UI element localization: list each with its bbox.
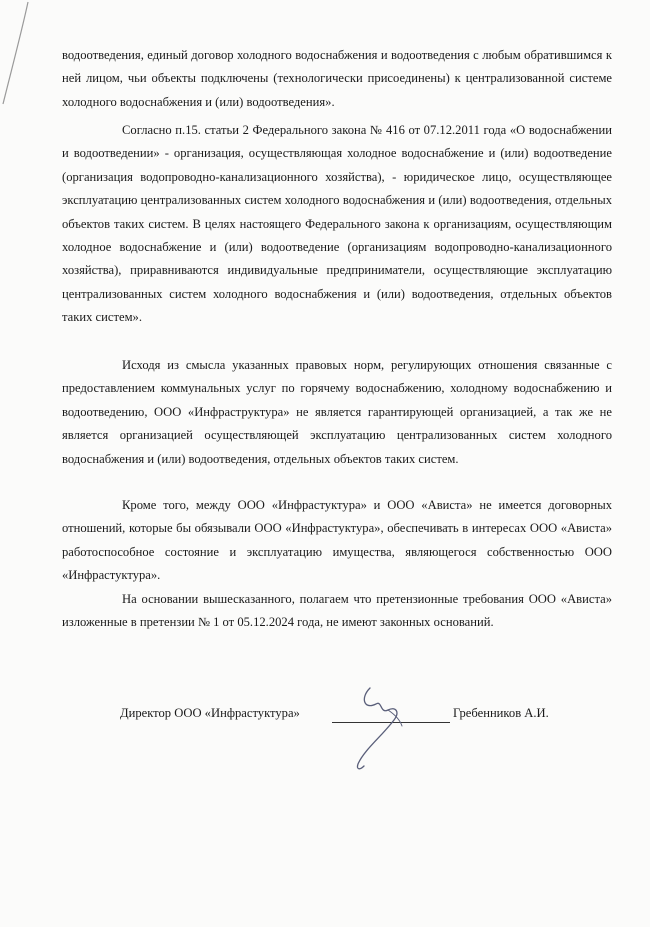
paragraph-1 xyxy=(62,44,612,114)
handwritten-signature xyxy=(330,680,430,775)
signatory-name: Гребенников А.И. xyxy=(453,706,549,720)
paragraph-3 xyxy=(62,354,612,471)
scan-edge-mark xyxy=(0,0,40,110)
paragraph-text: Исходя из смысла указанных правовых норм, регулирующих отношения связанные с предоставлением коммунальных услуг по горячему водоснабжению, холодному водоснабжению и водоотведению, ООО «Инфраструктура» не является гарантирующей организацией, а так же не является организацией осуществляющей эксплуатацию централизованных систем холодного водоснабжения и (или) водоотведения, отдельных объектов таких систем. xyxy=(62,358,612,466)
signature-block xyxy=(120,700,600,780)
signatory-position: Директор ООО «Инфрастуктура» xyxy=(120,706,300,720)
paragraph-text: Согласно п.15. статьи 2 Федерального закона № 416 от 07.12.2011 года «О водоснабжении и водоотведении» - организация, осуществляющая холодное водоснабжение и (или) водоотведение (организация водопроводно-канализационного хозяйства), - юридическое лицо, осуществляющее эксплуатацию централизованных систем холодного водоснабжения и (или) водоотведения, отдельных объектов таких систем. В целях настоящего Федерального закона к организациям, осуществляющим холодное водоснабжение и (или) водоотведение (организациям водопроводно-канализационного хозяйства), приравниваются индивидуальные предприниматели, осуществляющие эксплуатацию централизованных систем холодного водоснабжения и (или) водоотведения, отдельных объектов таких систем». xyxy=(62,123,612,325)
paragraph-4 xyxy=(62,494,612,588)
paragraph-2 xyxy=(62,119,612,330)
paragraph-text: водоотведения, единый договор холодного водоснабжения и водоотведения с любым обратившимся к ней лицом, чьи объекты подключены (технологически присоединены) к централизованной системе холодного водоснабжения и (или) водоотведения». xyxy=(62,48,612,109)
paragraph-text: Кроме того, между ООО «Инфрастуктура» и ООО «Ависта» не имеется договорных отношений, которые бы обязывали ООО «Инфрастуктура», обеспечивать в интересах ООО «Ависта» работоспособное состояние и эксплуатацию имущества, являющегося собственностью ООО «Инфрастуктура». xyxy=(62,498,612,583)
paragraph-text: На основании вышесказанного, полагаем что претензионные требования ООО «Ависта» изложенные в претензии № 1 от 05.12.2024 года, не имеют законных оснований. xyxy=(62,592,612,630)
paragraph-5 xyxy=(62,588,612,635)
